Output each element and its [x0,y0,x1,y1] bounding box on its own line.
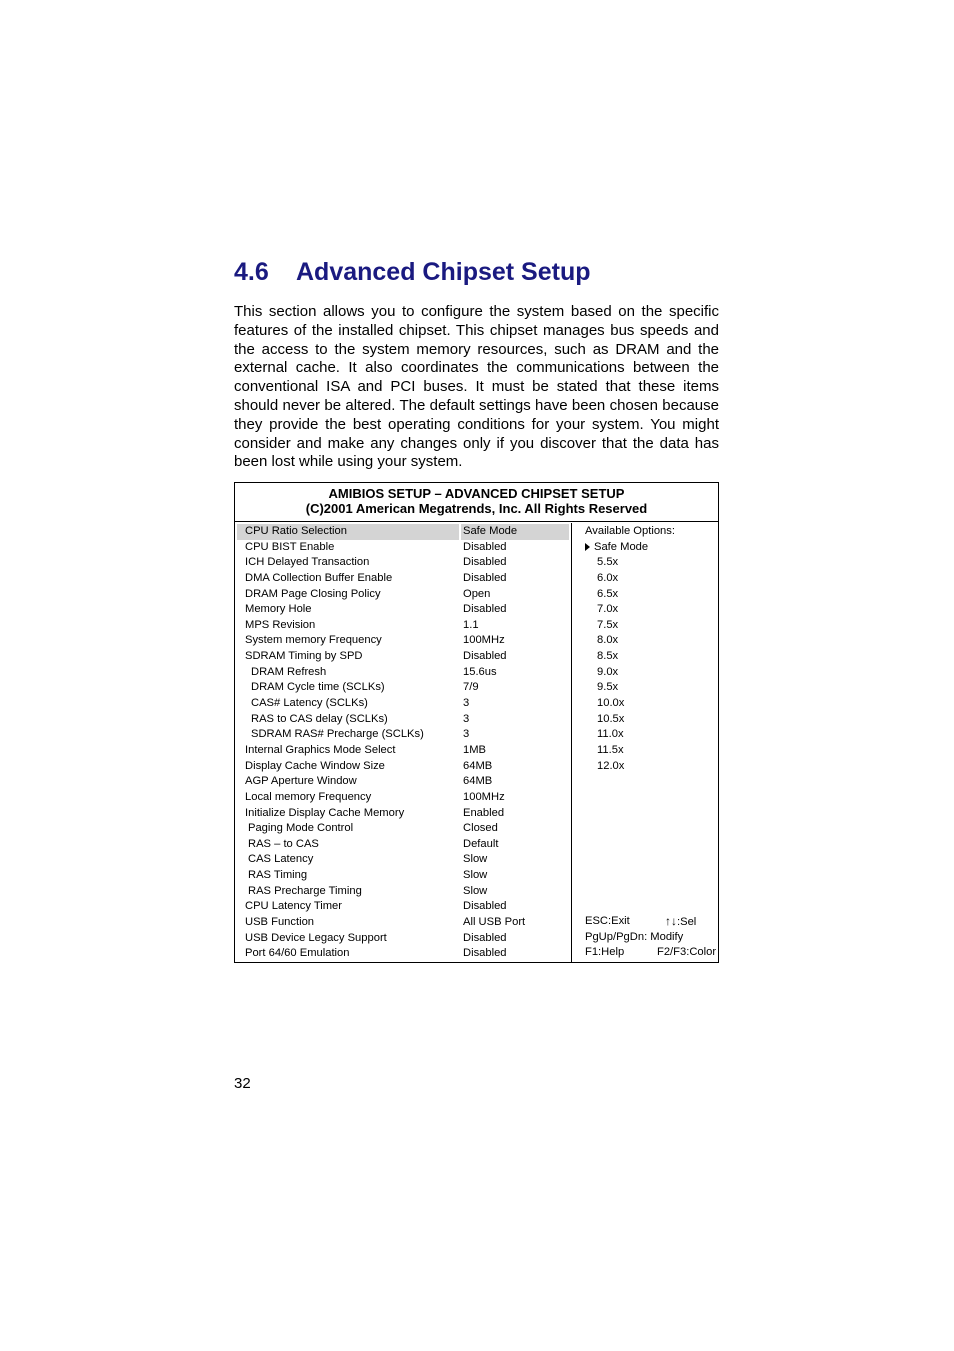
modify-key: PgUp/PgDn: Modify [585,930,684,943]
setting-label: RAS to CAS delay (SCLKs) [251,712,388,725]
setting-label: Internal Graphics Mode Select [245,743,396,756]
bios-title: AMIBIOS SETUP – ADVANCED CHIPSET SETUP [328,486,625,501]
setting-label: CPU Latency Timer [245,900,342,913]
bios-screen [234,482,719,963]
key-row-exit [585,914,715,930]
settings-list [235,524,571,962]
setting-row-dram-refresh[interactable] [235,665,571,681]
setting-label: RAS Timing [248,869,308,882]
key-legend [585,914,715,961]
setting-row-dram-cycle-time[interactable] [235,680,571,696]
available-options-heading: Available Options: [585,525,675,537]
setting-row-port-64-60-emulation[interactable] [235,946,571,962]
setting-row-ras-precharge-timing[interactable] [235,884,571,900]
setting-row-initialize-display-cache[interactable] [235,806,571,822]
bios-header [235,483,718,522]
bios-copyright: (C)2001 American Megatrends, Inc. All Rights Reserved [305,500,648,516]
option-item[interactable]: 7.5x [597,618,619,631]
option-item[interactable]: 12.0x [597,759,625,772]
option-item[interactable]: 6.0x [597,571,619,584]
setting-value[interactable]: Disabled [463,931,507,944]
option-item[interactable]: 8.0x [597,634,619,647]
section-heading [234,258,591,287]
setting-row-cas-latency[interactable] [235,852,571,868]
setting-value[interactable]: Slow [463,853,488,866]
setting-label: CAS Latency [248,853,314,866]
setting-value[interactable]: 3 [463,712,470,725]
setting-row-cpu-ratio-selection[interactable] [235,524,571,540]
setting-label: RAS Precharge Timing [248,884,362,897]
option-item[interactable]: 11.5x [597,743,624,756]
option-item[interactable]: 9.0x [597,665,619,678]
setting-label: SDRAM Timing by SPD [245,650,363,663]
setting-row-dma-collection-buffer[interactable] [235,571,571,587]
option-item[interactable]: 5.5x [597,556,619,569]
option-current[interactable] [585,540,715,556]
setting-value[interactable]: 1MB [463,743,487,756]
option-item[interactable]: 8.5x [597,650,619,663]
setting-value[interactable]: Enabled [463,806,505,819]
setting-label: Initialize Display Cache Memory [245,806,405,819]
f1-help-key: F1:Help [585,946,625,959]
setting-value[interactable]: Disabled [463,603,507,616]
setting-row-sdram-timing-by-spd[interactable] [235,649,571,665]
setting-row-agp-aperture-window[interactable] [235,774,571,790]
option-item[interactable]: 7.0x [597,603,619,616]
arrow-up-icon: ↑ [665,914,671,928]
setting-row-cpu-bist-enable[interactable] [235,540,571,556]
setting-label: DRAM Cycle time (SCLKs) [251,681,385,694]
setting-row-ras-to-cas[interactable] [235,837,571,853]
intro-paragraph: This section allows you to configure the system based on the specific features of the installed chipset. This chipset manages bus speeds and the access to the system memory resources, such as DRAM and the external cache. It also coordinates the communications between the conventional ISA and PCI buses. It must be stated that these items should never be altered. The default settings have been chosen because they provide the best operating conditions for your system. You might consider and make any changes only if you discover that the data has been lost while using your system. [234,303,719,471]
setting-value[interactable]: 100MHz [463,634,505,647]
setting-value[interactable]: Slow [463,869,488,882]
setting-label: System memory Frequency [245,634,382,647]
setting-label: SDRAM RAS# Precharge (SCLKs) [251,728,424,741]
setting-label: MPS Revision [245,618,316,631]
setting-value[interactable]: Disabled [463,571,507,584]
setting-value[interactable]: Disabled [463,540,507,553]
setting-value[interactable]: 64MB [463,775,493,788]
option-item[interactable]: 11.0x [597,728,624,741]
setting-label: DRAM Refresh [251,665,327,678]
setting-row-cas-latency-sclks[interactable] [235,696,571,712]
setting-row-ras-timing[interactable] [235,868,571,884]
setting-row-usb-function[interactable] [235,915,571,931]
key-row-help [585,945,715,961]
setting-label: RAS – to CAS [248,837,319,850]
setting-label: Local memory Frequency [245,790,372,803]
option-item[interactable]: 10.0x [597,697,625,710]
setting-label: AGP Aperture Window [245,775,357,788]
setting-row-cpu-latency-timer[interactable] [235,899,571,915]
setting-label: USB Device Legacy Support [245,931,387,944]
setting-value[interactable]: Disabled [463,556,507,569]
setting-value[interactable]: Closed [463,822,498,835]
setting-value[interactable]: 3 [463,697,470,710]
setting-label: Paging Mode Control [248,822,354,835]
setting-row-dram-page-closing-policy[interactable] [235,587,571,603]
setting-value[interactable]: 64MB [463,759,493,772]
setting-row-sdram-ras-precharge[interactable] [235,727,571,743]
setting-label: Memory Hole [245,603,312,616]
option-item[interactable]: 9.5x [597,681,619,694]
setting-label: Display Cache Window Size [245,759,385,772]
setting-value[interactable]: 100MHz [463,790,505,803]
page-number: 32 [234,1075,251,1092]
setting-row-ras-to-cas-delay[interactable] [235,712,571,728]
setting-value[interactable]: Slow [463,884,488,897]
setting-label: CPU Ratio Selection [245,525,347,537]
setting-value[interactable]: 3 [463,728,470,741]
setting-row-local-memory-frequency[interactable] [235,790,571,806]
triangle-right-icon [585,543,590,551]
setting-row-mps-revision[interactable] [235,618,571,634]
setting-value[interactable]: Disabled [463,900,507,913]
option-label: Safe Mode [594,540,649,553]
select-key: ↑↓:Sel [665,914,697,928]
esc-exit-key: ESC:Exit [585,915,630,927]
setting-label: Port 64/60 Emulation [245,947,350,960]
setting-label: ICH Delayed Transaction [245,556,370,569]
option-item[interactable]: 10.5x [597,712,625,725]
column-divider [571,523,572,962]
setting-value[interactable]: Disabled [463,650,507,663]
setting-value[interactable]: Open [463,587,491,600]
setting-label: DMA Collection Buffer Enable [245,571,393,584]
setting-value[interactable]: 1.1 [463,618,479,631]
section-number: 4.6 [234,258,269,286]
setting-label: CAS# Latency (SCLKs) [251,697,368,710]
setting-row-internal-graphics-mode[interactable] [235,743,571,759]
option-item[interactable]: 6.5x [597,587,619,600]
setting-value[interactable]: Default [463,837,499,850]
setting-row-usb-device-legacy-support[interactable] [235,931,571,947]
setting-value[interactable]: Safe Mode [463,525,518,537]
setting-value[interactable]: Disabled [463,947,507,960]
setting-row-memory-hole[interactable] [235,602,571,618]
setting-label: DRAM Page Closing Policy [245,587,381,600]
setting-label: USB Function [245,916,315,929]
f2-f3-color-key: F2/F3:Color [657,946,717,959]
setting-value[interactable]: 15.6us [463,665,497,678]
help-panel [585,524,715,774]
setting-value[interactable]: All USB Port [463,916,526,929]
setting-label: CPU BIST Enable [245,540,335,553]
setting-value[interactable]: 7/9 [463,681,479,694]
section-title: Advanced Chipset Setup [296,258,591,286]
setting-row-paging-mode-control[interactable] [235,821,571,837]
setting-row-ich-delayed-transaction[interactable] [235,555,571,571]
arrow-down-icon: ↓ [671,914,677,928]
setting-row-display-cache-window[interactable] [235,759,571,775]
setting-row-system-memory-frequency[interactable] [235,633,571,649]
